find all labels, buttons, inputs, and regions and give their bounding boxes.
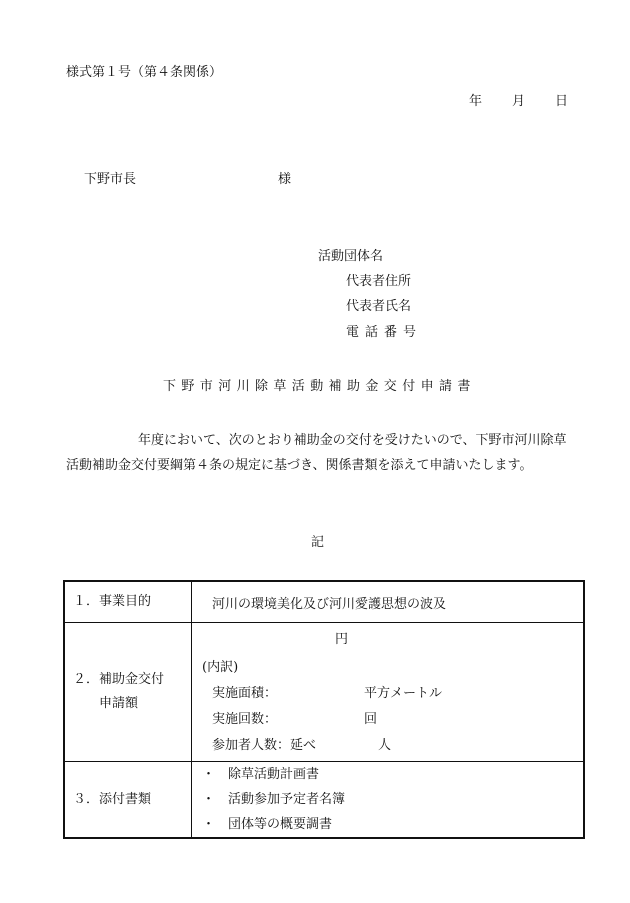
attachments-list [192, 762, 583, 837]
document-title: 下野市河川除草活動補助金交付申請書 [163, 379, 476, 394]
attachments-value-cell [192, 762, 585, 839]
body-paragraph [66, 429, 576, 478]
table-row-purpose [64, 581, 584, 623]
attachments-label: ３．添付書類 [73, 791, 152, 807]
breakdown-label: (内訳) [202, 660, 239, 675]
body-text: 年度において、次のとおり補助金の交付を受けたいので、下野市河川除草活動補助金交付要綱第４条の規定に基づき、関係書類を添えて申請いたします。 [66, 433, 567, 473]
amount-label-line1: ２．補助金交付 [73, 672, 165, 687]
list-item: ・ 団体等の概要調書 [202, 817, 333, 832]
purpose-label-cell [64, 581, 192, 623]
participants-unit: 人 [378, 738, 392, 753]
yen-unit: 円 [335, 632, 349, 647]
table-row-amount [64, 623, 584, 762]
date-day: 日 [554, 94, 568, 109]
form-number: 様式第１号（第４条関係） [66, 65, 223, 80]
amount-label-line2: 申請額 [99, 696, 139, 711]
date-year: 年 [468, 94, 482, 109]
tel-label: 電話番号 [346, 325, 423, 340]
area-unit: 平方メートル [364, 686, 443, 701]
table-row-attachments [64, 762, 584, 839]
purpose-value: 河川の環境美化及び河川愛護思想の波及 [212, 596, 447, 612]
list-item: ・ 活動参加予定者名簿 [202, 792, 346, 807]
addressee-name: 下野市長 [84, 172, 137, 187]
times-unit: 回 [364, 712, 378, 727]
purpose-label: １．事業目的 [73, 594, 152, 609]
date-month: 月 [511, 94, 525, 109]
amount-value-cell [192, 623, 585, 762]
rep-address-label: 代表者住所 [346, 274, 412, 289]
addressee-honorific: 様 [278, 172, 292, 187]
area-label: 実施面積： [212, 686, 278, 701]
participants-label: 参加者人数：延べ [212, 738, 317, 753]
times-label: 実施回数： [212, 712, 278, 727]
application-table [63, 580, 585, 839]
list-item: ・ 除草活動計画書 [202, 767, 320, 782]
attachments-label-cell [64, 762, 192, 839]
rep-name-label: 代表者氏名 [346, 299, 412, 314]
org-name-label: 活動団体名 [318, 249, 384, 264]
application-date [469, 94, 568, 110]
purpose-value-cell [192, 581, 585, 623]
ki-heading: 記 [311, 535, 325, 550]
amount-label-cell [64, 623, 192, 762]
